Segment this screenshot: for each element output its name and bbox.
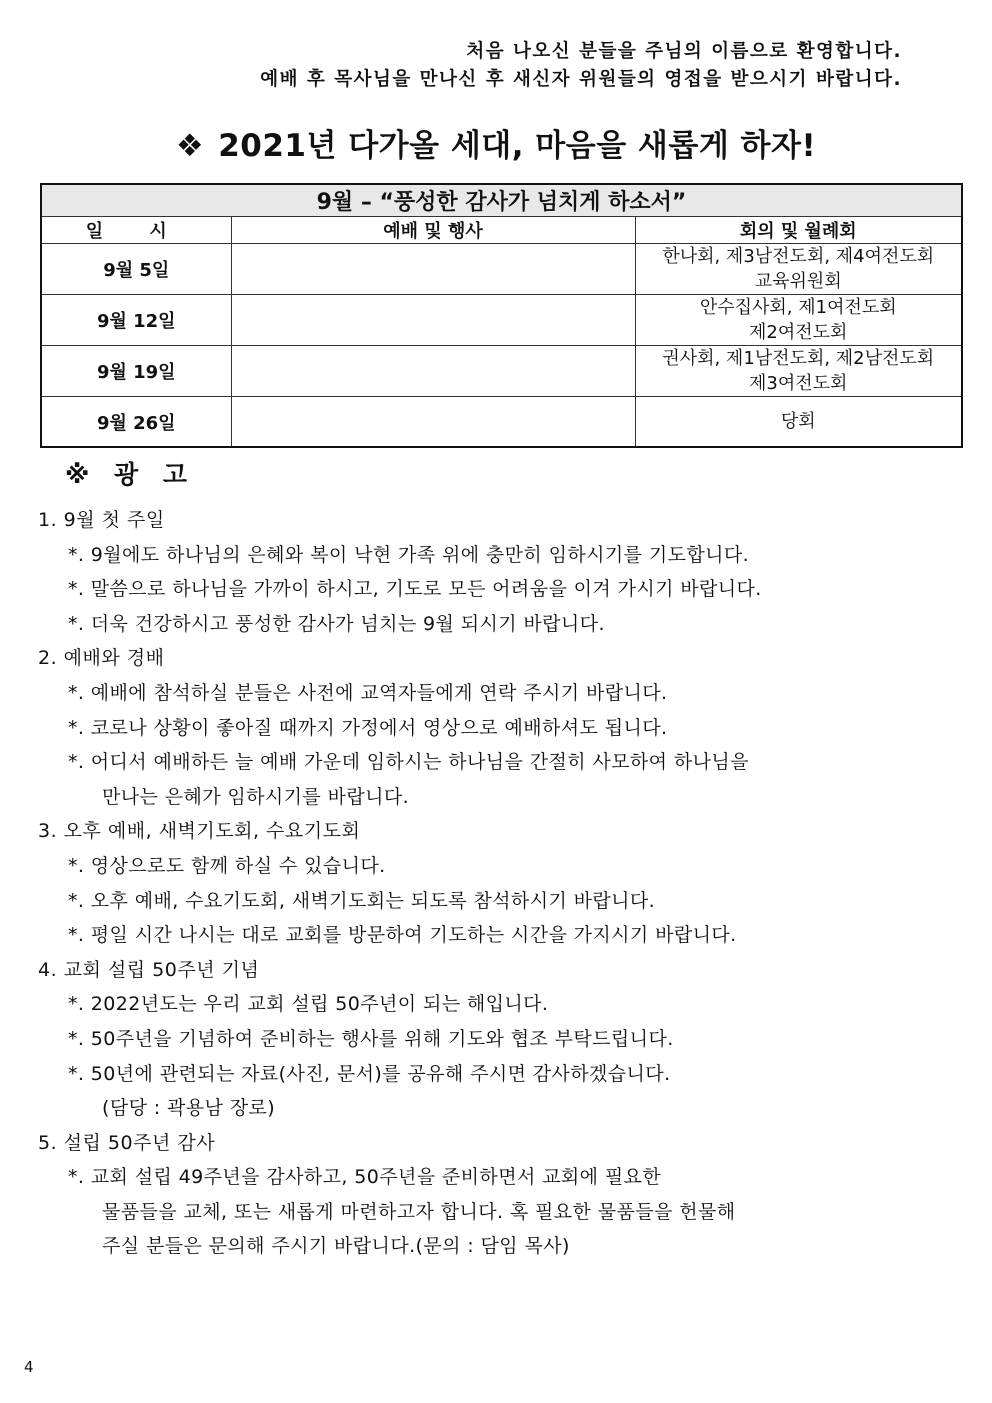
meeting-line: 제2여전도회 xyxy=(749,322,848,343)
announcements-title: ※ 광 고 xyxy=(65,460,196,489)
row-meetings xyxy=(635,397,962,448)
row-date: 9월 12일 xyxy=(41,295,231,346)
schedule-table xyxy=(40,183,963,448)
announcement-item: *. 50주년을 기념하여 준비하는 행사를 위해 기도와 협조 부탁드립니다. xyxy=(68,1027,674,1050)
diamond-icon: ❖ xyxy=(175,128,205,164)
announcement-section-title: 3. 오후 예배, 새벽기도회, 수요기도회 xyxy=(38,820,361,843)
welcome-line-2: 예배 후 목사님을 만나신 후 새신자 위원들의 영접을 받으시기 바랍니다. xyxy=(260,69,902,90)
announcement-item: *. 교회 설립 49주년을 감사하고, 50주년을 준비하면서 교회에 필요한 xyxy=(68,1166,662,1189)
header-date: 일 시 xyxy=(41,217,231,244)
announcement-section-title: 5. 설립 50주년 감사 xyxy=(38,1131,216,1154)
announcement-item-continued: 만나는 은혜가 임하시기를 바랍니다. xyxy=(102,785,410,808)
row-date: 9월 26일 xyxy=(41,397,231,448)
row-event xyxy=(231,346,635,397)
schedule-theme: 9월 – “풍성한 감사가 넘치게 하소서” xyxy=(41,184,962,217)
schedule-row xyxy=(41,244,962,295)
announcement-item: *. 평일 시간 나시는 대로 교회를 방문하여 기도하는 시간을 가지시기 바랍니다. xyxy=(68,924,737,947)
meeting-line: 교육위원회 xyxy=(754,271,842,292)
row-date: 9월 19일 xyxy=(41,346,231,397)
schedule-row xyxy=(41,295,962,346)
row-meetings xyxy=(635,346,962,397)
meeting-line: 제3여전도회 xyxy=(749,373,848,394)
header-events: 예배 및 행사 xyxy=(231,217,635,244)
row-event xyxy=(231,397,635,448)
meeting-line: 당회 xyxy=(780,411,816,432)
announcement-item: *. 9월에도 하나님의 은혜와 복이 낙현 가족 위에 충만히 임하시기를 기도합니다. xyxy=(68,543,750,566)
row-event xyxy=(231,295,635,346)
announcement-item: *. 어디서 예배하든 늘 예배 가운데 임하시는 하나님을 간절히 사모하여 하나님을 xyxy=(68,751,749,774)
announcement-item: *. 코로나 상황이 좋아질 때까지 가정에서 영상으로 예배하셔도 됩니다. xyxy=(68,716,668,739)
row-event xyxy=(231,244,635,295)
meeting-line: 안수집사회, 제1여전도회 xyxy=(699,297,897,318)
announcement-item: *. 예배에 참석하실 분들은 사전에 교역자들에게 연락 주시기 바랍니다. xyxy=(68,681,668,704)
meeting-line: 권사회, 제1남전도회, 제2남전도회 xyxy=(662,348,935,369)
page-number: 4 xyxy=(24,1358,34,1376)
headline-text: 2021년 다가올 세대, 마음을 새롭게 하자! xyxy=(218,128,817,164)
page-headline xyxy=(0,120,992,165)
row-meetings xyxy=(635,295,962,346)
announcement-item-continued: 주실 분들은 문의해 주시기 바랍니다.(문의 : 담임 목사) xyxy=(102,1235,570,1258)
announcement-item-continued: 물품들을 교체, 또는 새롭게 마련하고자 합니다. 혹 필요한 물품들을 헌물해 xyxy=(102,1200,736,1223)
announcement-item: *. 2022년도는 우리 교회 설립 50주년이 되는 해입니다. xyxy=(68,993,549,1016)
row-date: 9월 5일 xyxy=(41,244,231,295)
meeting-line: 한나회, 제3남전도회, 제4여전도회 xyxy=(662,246,935,267)
announcement-item: *. 오후 예배, 수요기도회, 새벽기도회는 되도록 참석하시기 바랍니다. xyxy=(68,889,656,912)
header-meetings: 회의 및 월례회 xyxy=(635,217,962,244)
row-meetings xyxy=(635,244,962,295)
schedule-header-row xyxy=(41,217,962,244)
announcement-section-title: 1. 9월 첫 주일 xyxy=(38,509,165,531)
welcome-message xyxy=(260,38,902,94)
announcement-item: *. 말씀으로 하나님을 가까이 하시고, 기도로 모든 어려움을 이겨 가시기 바랍니다. xyxy=(68,578,762,601)
schedule-row xyxy=(41,346,962,397)
announcements-list xyxy=(38,503,948,1264)
announcement-section-title: 2. 예배와 경배 xyxy=(38,647,165,670)
announcement-item: *. 50년에 관련되는 자료(사진, 문서)를 공유해 주시면 감사하겠습니다. xyxy=(68,1062,671,1085)
welcome-line-1: 처음 나오신 분들을 주님의 이름으로 환영합니다. xyxy=(466,41,902,62)
announcement-section-title: 4. 교회 설립 50주년 기념 xyxy=(38,958,260,981)
announcement-item: *. 영상으로도 함께 하실 수 있습니다. xyxy=(68,854,386,877)
schedule-row xyxy=(41,397,962,448)
announcement-item: *. 더욱 건강하시고 풍성한 감사가 넘치는 9월 되시기 바랍니다. xyxy=(68,612,605,635)
schedule-theme-row xyxy=(41,184,962,217)
announcement-item-continued: (담당 : 곽용남 장로) xyxy=(102,1097,276,1120)
